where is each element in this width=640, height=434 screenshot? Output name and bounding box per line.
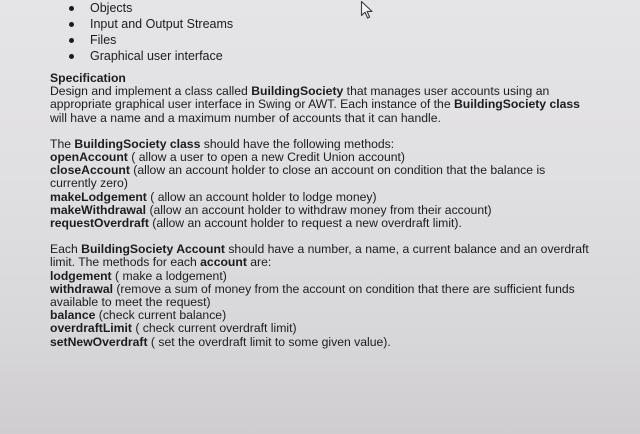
method-description: (remove a sum of money from the account on condition that there are sufficient funds available to meet the request) — [50, 281, 575, 310]
method-description: (allow an account holder to close an account on condition that the balance is currently zero) — [50, 163, 546, 191]
bullet-text: Objects — [90, 1, 133, 15]
account-intro-text-2: should have a number, a name, a current balance and an overdraft limit. The methods for each — [50, 242, 589, 270]
bullet-icon — [69, 38, 74, 43]
class-name-bold: BuildingSociety Account — [81, 242, 225, 257]
bullet-item — [66, 16, 233, 32]
methods-intro-text-2: should have the following methods: — [200, 136, 395, 151]
method-name: makeLodgement — [50, 189, 147, 204]
method-name: openAccount — [50, 150, 128, 165]
method-name: lodgement — [50, 268, 112, 283]
class-name-bold: BuildingSociety class — [74, 136, 201, 151]
bullet-item — [66, 0, 233, 16]
intro-text-3: will have a name and a maximum number of accounts that it can handle. — [50, 110, 441, 125]
method-description: ( allow a user to open a new Credit Union account) — [127, 150, 405, 165]
topic-bullet-list — [66, 0, 233, 64]
method-description: (check current balance) — [95, 308, 227, 323]
method-description: ( make a lodgement) — [111, 268, 227, 283]
method-name: closeAccount — [50, 163, 130, 178]
method-description: ( set the overdraft limit to some given value). — [147, 334, 391, 349]
method-name: withdrawal — [50, 281, 113, 296]
account-intro-text-1: Each — [50, 242, 82, 257]
bullet-icon — [69, 22, 74, 27]
methods-intro-text-1: The — [50, 136, 75, 151]
intro-text-1: Design and implement a class called — [50, 84, 252, 99]
method-description: ( allow an account holder to lodge money) — [146, 189, 377, 204]
method-description: (allow an account holder to withdraw money from their account) — [146, 202, 492, 217]
bullet-text: Input and Output Streams — [90, 17, 234, 31]
method-line-withdrawal — [50, 283, 590, 309]
class-name-bold: BuildingSociety class — [453, 97, 580, 112]
method-line-request-overdraft — [50, 217, 590, 230]
method-line-set-new-overdraft — [50, 336, 590, 349]
method-name: setNewOverdraft — [50, 334, 148, 349]
account-bold: account — [200, 255, 247, 270]
method-description: (allow an account holder to request a new overdraft limit). — [148, 216, 462, 231]
bullet-text: Files — [90, 33, 117, 47]
method-name: requestOverdraft — [50, 216, 149, 231]
bullet-icon — [69, 6, 74, 11]
bullet-item — [66, 48, 233, 64]
mouse-pointer-icon — [360, 0, 374, 20]
account-intro-text-3: are: — [246, 255, 272, 270]
bullet-item — [66, 32, 233, 48]
method-name: makeWithdrawal — [50, 202, 147, 217]
class-name-bold: BuildingSociety — [251, 84, 344, 99]
intro-paragraph — [50, 85, 590, 125]
bullet-text: Graphical user interface — [90, 49, 223, 63]
method-name: overdraftLimit — [50, 321, 132, 336]
intro-text-2: that manages user accounts using an appropriate graphical user interface in Swing or AWT. Each instance of the — [50, 84, 550, 112]
method-line-close-account — [50, 164, 590, 190]
specification-heading: Specification — [50, 71, 126, 85]
method-name: balance — [50, 308, 96, 323]
method-description: ( check current overdraft limit) — [131, 321, 297, 336]
account-intro-paragraph — [50, 243, 590, 269]
specification-section — [50, 72, 590, 349]
bullet-icon — [69, 54, 74, 59]
